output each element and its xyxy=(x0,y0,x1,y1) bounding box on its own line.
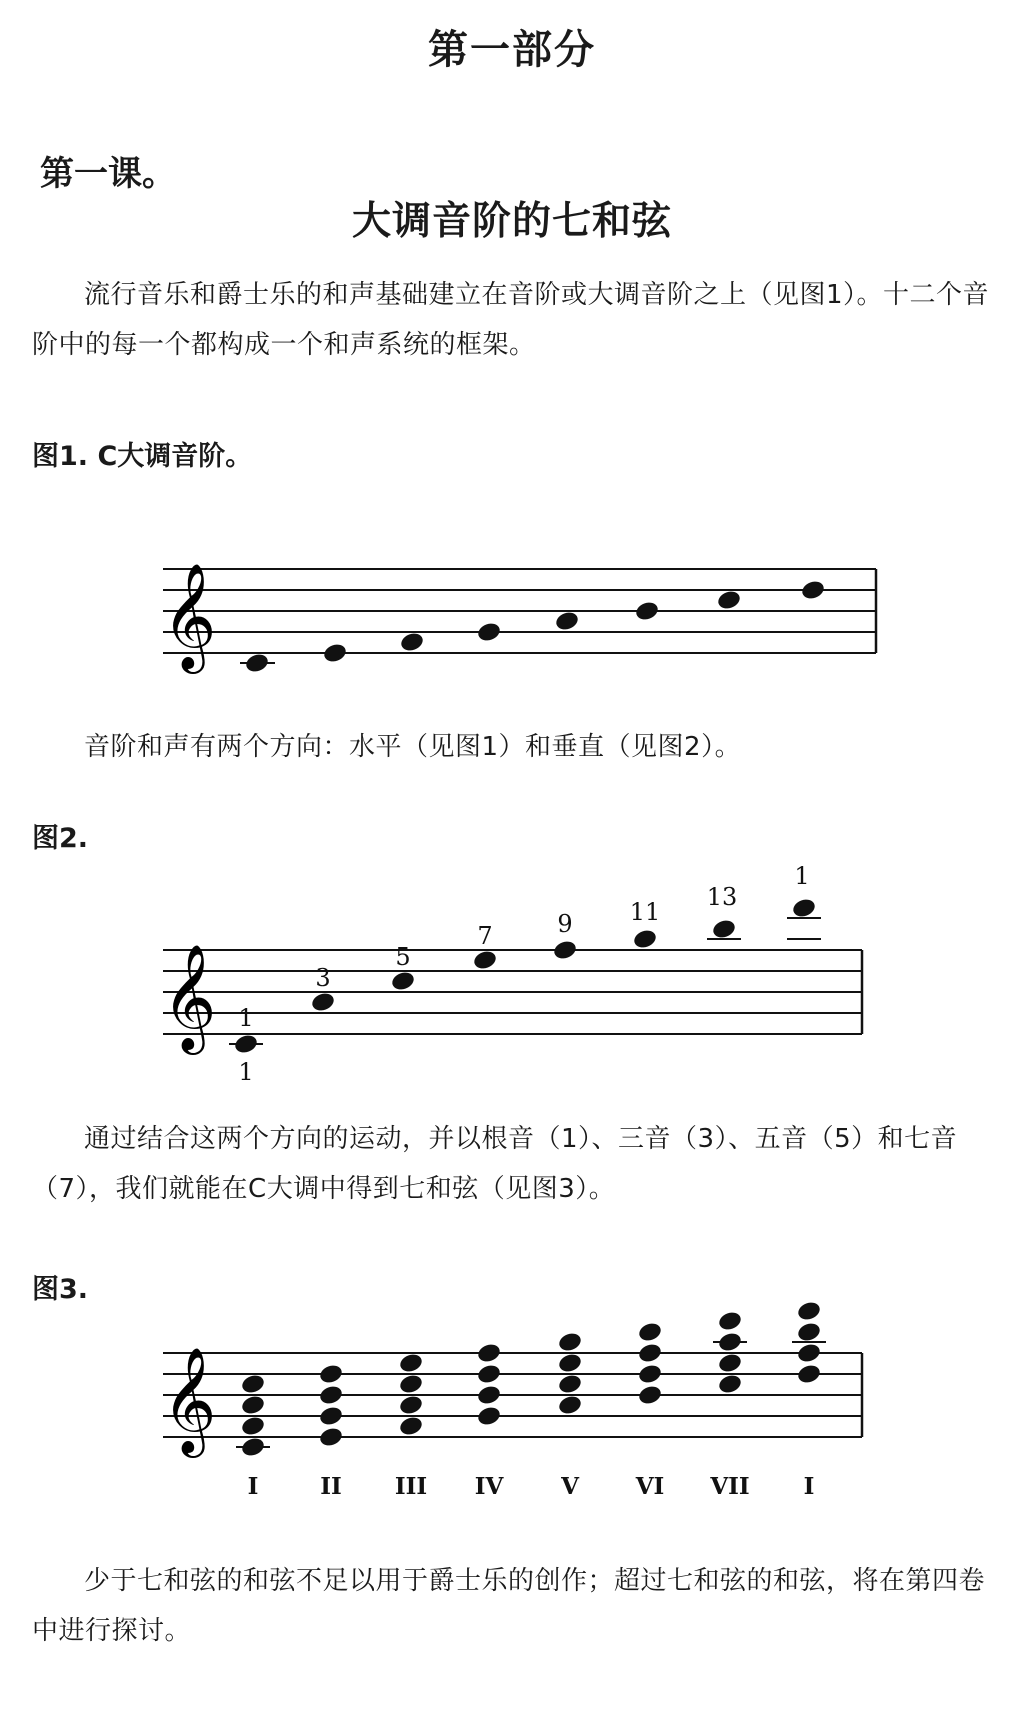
chord-note xyxy=(476,1363,502,1386)
roman-numeral: II xyxy=(320,1473,342,1500)
chord-note xyxy=(398,1373,424,1396)
lesson-label: 第一课。 xyxy=(40,154,176,194)
chord-note xyxy=(240,1436,266,1459)
seventh-chord-paragraph: 通过结合这两个方向的运动，并以根音（1）、三音（3）、五音（5）和七音（7），我们就能在C大调中得到七和弦（见图3）。 xyxy=(32,1124,958,1204)
treble-clef-icon: 𝄞 xyxy=(162,562,217,669)
figure-2-label: 图2. xyxy=(32,823,89,854)
roman-numeral: IV xyxy=(474,1473,504,1500)
directions-paragraph: 音阶和声有两个方向：水平（见图1）和垂直（见图2）。 xyxy=(84,732,742,762)
chord-note xyxy=(557,1352,583,1375)
chord-note xyxy=(557,1394,583,1417)
chord-note xyxy=(637,1384,663,1407)
chord-note xyxy=(240,1415,266,1438)
interval-number: 3 xyxy=(315,964,331,992)
roman-numeral: V xyxy=(561,1473,579,1500)
chord-note xyxy=(796,1321,822,1344)
chord-note xyxy=(717,1352,743,1375)
lesson-title: 大调音阶的七和弦 xyxy=(351,199,672,244)
chord-note xyxy=(717,1373,743,1396)
interval-number: 1 xyxy=(794,862,810,890)
treble-clef-icon: 𝄞 xyxy=(162,1346,217,1453)
roman-numeral: III xyxy=(394,1473,428,1500)
chord-note xyxy=(476,1384,502,1407)
chord-note xyxy=(240,1373,266,1396)
interval-number: 1 xyxy=(238,1004,254,1032)
chord-note xyxy=(240,1394,266,1417)
roman-numeral: I xyxy=(803,1473,815,1500)
chord-note xyxy=(398,1415,424,1438)
chord-note xyxy=(557,1373,583,1396)
chord-note xyxy=(717,1310,743,1333)
interval-number: 5 xyxy=(395,943,411,971)
chord-note xyxy=(637,1342,663,1365)
roman-numeral: VI xyxy=(635,1473,665,1500)
interval-number: 7 xyxy=(477,922,493,950)
chord-note xyxy=(398,1394,424,1417)
chord-note xyxy=(796,1363,822,1386)
chord-note xyxy=(318,1384,344,1407)
treble-clef-icon: 𝄞 xyxy=(162,943,217,1050)
chord-note xyxy=(476,1342,502,1365)
chord-note xyxy=(318,1405,344,1428)
figure-1-label: 图1. C大调音阶。 xyxy=(32,441,253,472)
chord-note xyxy=(557,1331,583,1354)
interval-number: 9 xyxy=(557,910,573,938)
chord-note xyxy=(796,1300,822,1323)
part-title: 第一部分 xyxy=(428,27,596,73)
chord-note xyxy=(318,1426,344,1449)
chord-note xyxy=(637,1363,663,1386)
chord-note xyxy=(717,1331,743,1354)
chord-note xyxy=(398,1352,424,1375)
chord-note xyxy=(476,1405,502,1428)
chord-note xyxy=(318,1363,344,1386)
chord-note xyxy=(796,1342,822,1365)
interval-number: 1 xyxy=(238,1058,254,1086)
interval-number: 11 xyxy=(629,898,661,926)
roman-numeral: VII xyxy=(710,1473,750,1500)
intro-paragraph: 流行音乐和爵士乐的和声基础建立在音阶或大调音阶之上（见图1）。十二个音阶中的每一个都构成一个和声系统的框架。 xyxy=(32,280,990,360)
roman-numeral: I xyxy=(247,1473,259,1500)
figure-3-label: 图3. xyxy=(32,1274,89,1305)
chord-note xyxy=(637,1321,663,1344)
closing-paragraph: 少于七和弦的和弦不足以用于爵士乐的创作；超过七和弦的和弦，将在第四卷中进行探讨。 xyxy=(32,1566,986,1646)
interval-number: 13 xyxy=(706,883,738,911)
